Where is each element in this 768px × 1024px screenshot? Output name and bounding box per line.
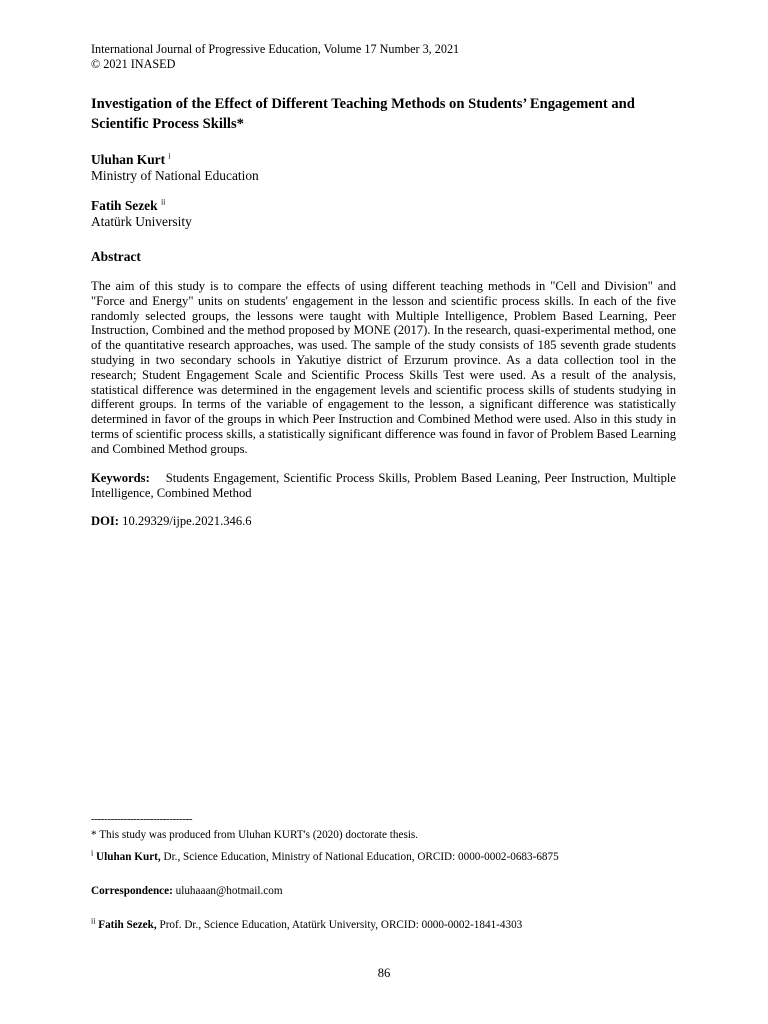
correspondence-label: Correspondence: — [91, 885, 173, 897]
author-1-marker: i — [168, 151, 171, 161]
correspondence-email[interactable]: uluhaaan@hotmail.com — [175, 885, 283, 897]
journal-header: International Journal of Progressive Education, Volume 17 Number 3, 2021 — [91, 42, 460, 56]
footnote-author-2-details: Prof. Dr., Science Education, Atatürk University, ORCID: 0000-0002-1841-4303 — [159, 919, 523, 931]
doi-value: 10.29329/ijpe.2021.346.6 — [122, 513, 252, 528]
paper-title — [91, 94, 676, 134]
author-2-marker: ii — [160, 197, 166, 207]
author-1-affiliation: Ministry of National Education — [91, 168, 259, 183]
copyright-line: © 2021 INASED — [91, 57, 176, 71]
footnote-rule: ------------------------------- — [91, 813, 193, 825]
keywords-label: Keywords: — [91, 470, 150, 485]
title-line-1: Investigation of the Effect of Different Teaching Methods on Students’ Engagement and — [91, 96, 635, 112]
footnote-author-2-name: Fatih Sezek, — [98, 919, 157, 931]
keywords — [91, 471, 676, 501]
page-number: 86 — [377, 966, 391, 980]
footnote-author-1 — [91, 850, 676, 864]
footnote-correspondence — [91, 884, 676, 898]
footnote-author-2 — [91, 918, 676, 932]
footnote-author-1-name: Uluhan Kurt, — [96, 851, 161, 863]
abstract-text: The aim of this study is to compare the effects of using different teaching methods in "Cell and Division" and "Force and Energy" units on students' engagement in the lesson and scientific process skills. In each of the five randomly selected groups, the lessons were taught with Multiple Intelligence, Problem Based Learning, Peer Instruction, Combined and the method proposed by MONE (2017). In the research, quasi-experimental method, one of the quantitative research approaches, was used. The sample of the study consists of 185 seventh grade students studying in two secondary schools in Yakutiye district of Erzurum province. As a data collection tool in the research; Student Engagement Scale and Scientific Process Skills Test were used. As a result of the analysis, statistical difference was determined in the engagement levels and scientific process skills of students studying in different groups. In terms of the variable of engagement to the lesson, a significant difference was statistically determined in favor of the groups in which Peer Instruction and Combined Method were used. Also in this study in terms of scientific process skills, a statistically significant difference was found in favor of Problem Based Learning and Combined Method groups. — [91, 279, 676, 456]
footnotes — [91, 812, 676, 932]
doi-label: DOI: — [91, 513, 119, 528]
paper-page — [91, 42, 676, 529]
author-1 — [91, 152, 676, 184]
footnote-star: * This study was produced from Uluhan KURT's (2020) doctorate thesis. — [91, 829, 419, 841]
footnote-author-1-marker: i — [91, 848, 94, 858]
footnote-author-2-marker: ii — [91, 916, 96, 926]
author-2-affiliation: Atatürk University — [91, 214, 192, 229]
abstract-heading: Abstract — [91, 249, 141, 264]
author-1-name: Uluhan Kurt — [91, 152, 166, 167]
author-2 — [91, 198, 676, 230]
footnote-author-1-details: Dr., Science Education, Ministry of National Education, ORCID: 0000-0002-0683-6875 — [163, 851, 559, 863]
keywords-text: Students Engagement, Scientific Process Skills, Problem Based Leaning, Peer Instruction, Multiple Intelligence, Combined Method — [91, 470, 676, 500]
title-line-2: Scientific Process Skills* — [91, 116, 244, 132]
author-2-name: Fatih Sezek — [91, 198, 158, 213]
doi — [91, 514, 676, 529]
